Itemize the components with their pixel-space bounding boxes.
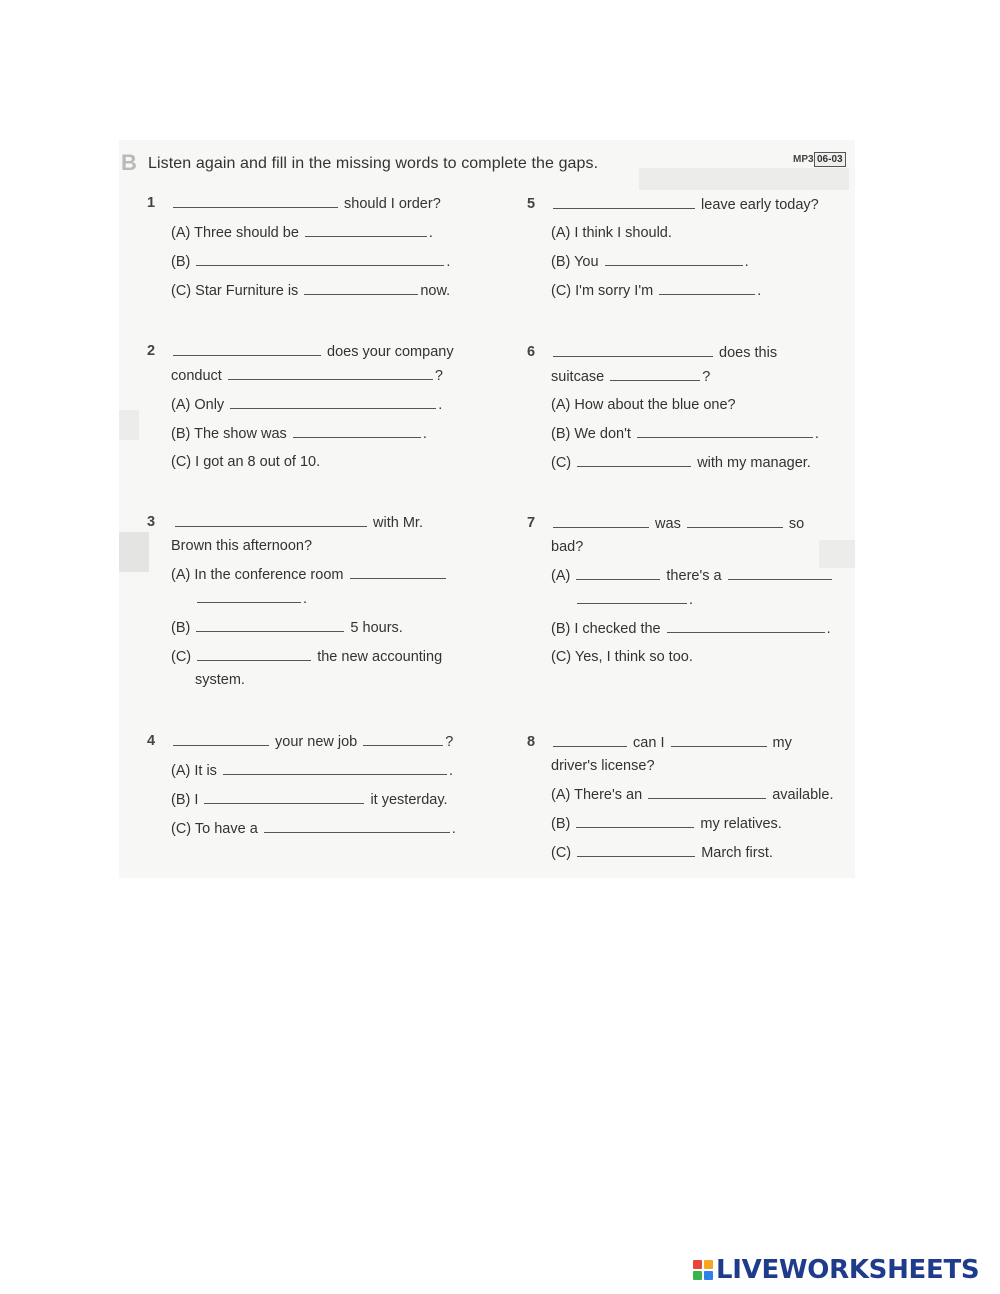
- question-number: 4: [147, 733, 156, 749]
- blank-input[interactable]: [197, 587, 301, 603]
- blank-input[interactable]: [293, 422, 421, 438]
- blank-input[interactable]: [223, 759, 447, 775]
- section-letter: B: [121, 150, 137, 175]
- blank-input[interactable]: [576, 812, 694, 828]
- question-4: 4 your new job ? (A) It is . (B) I it yesterday. (C) To have a .: [171, 730, 481, 841]
- blank-input[interactable]: [350, 563, 446, 579]
- question-number: 7: [527, 515, 536, 531]
- blank-input[interactable]: [363, 730, 443, 746]
- blank-input[interactable]: [230, 393, 436, 409]
- blank-input[interactable]: [648, 783, 766, 799]
- question-number: 8: [527, 734, 536, 750]
- blank-input[interactable]: [197, 645, 311, 661]
- blank-input[interactable]: [264, 817, 450, 833]
- blank-input[interactable]: [196, 616, 344, 632]
- blank-input[interactable]: [577, 588, 687, 604]
- question-8: 8 can I my driver's license? (A) There's an available. (B) my relatives. (C) March first.: [551, 731, 861, 865]
- question-1: 1 should I order? (A) Three should be . (B) . (C) Star Furniture is now.: [171, 192, 481, 303]
- blank-input[interactable]: [204, 788, 364, 804]
- blank-input[interactable]: [605, 250, 743, 266]
- blank-input[interactable]: [687, 512, 783, 528]
- instruction-text: Listen again and fill in the missing words to complete the gaps.: [148, 155, 599, 172]
- question-number: 1: [147, 195, 156, 211]
- logo-grid-icon: [693, 1260, 713, 1280]
- logo-square: [704, 1260, 713, 1269]
- blank-input[interactable]: [173, 730, 269, 746]
- question-6: 6 does this suitcase ? (A) How about the blue one? (B) We don't . (C) with my manager.: [551, 341, 861, 475]
- blank-input[interactable]: [576, 564, 660, 580]
- blank-input[interactable]: [175, 511, 367, 527]
- blank-input[interactable]: [667, 617, 825, 633]
- blank-input[interactable]: [553, 731, 627, 747]
- exercise-header: [119, 150, 855, 180]
- blank-input[interactable]: [553, 193, 695, 209]
- mp3-label: MP3: [793, 154, 814, 165]
- blank-input[interactable]: [577, 451, 691, 467]
- question-3: 3 with Mr. Brown this afternoon? (A) In the conference room . (B) 5 hours. (C) the new accounting system.: [171, 511, 481, 692]
- blank-input[interactable]: [610, 365, 700, 381]
- track-number: 06-03: [814, 152, 846, 167]
- question-2: 2 does your company conduct ? (A) Only . (B) The show was . (C) I got an 8 out of 10.: [171, 340, 481, 474]
- question-number: 6: [527, 344, 536, 360]
- blank-input[interactable]: [305, 221, 427, 237]
- blank-input[interactable]: [173, 340, 321, 356]
- logo-square: [704, 1271, 713, 1280]
- blank-input[interactable]: [173, 192, 338, 208]
- question-7: 7 was so bad? (A) there's a . (B) I checked the . (C) Yes, I think so too.: [551, 512, 861, 669]
- blank-input[interactable]: [659, 279, 755, 295]
- blank-input[interactable]: [196, 250, 444, 266]
- question-5: 5 leave early today? (A) I think I should. (B) You . (C) I'm sorry I'm .: [551, 193, 861, 303]
- question-number: 2: [147, 343, 156, 359]
- blank-input[interactable]: [304, 279, 418, 295]
- blank-input[interactable]: [728, 564, 832, 580]
- blank-input[interactable]: [553, 512, 649, 528]
- logo-square: [693, 1260, 702, 1269]
- blank-input[interactable]: [637, 422, 813, 438]
- brand-name: LIVEWORKSHEETS: [716, 1255, 980, 1285]
- logo-square: [693, 1271, 702, 1280]
- blank-input[interactable]: [577, 841, 695, 857]
- liveworksheets-logo[interactable]: [693, 1255, 979, 1285]
- blank-input[interactable]: [228, 364, 433, 380]
- blank-input[interactable]: [671, 731, 767, 747]
- question-number: 3: [147, 514, 156, 530]
- blank-input[interactable]: [553, 341, 713, 357]
- question-number: 5: [527, 196, 536, 212]
